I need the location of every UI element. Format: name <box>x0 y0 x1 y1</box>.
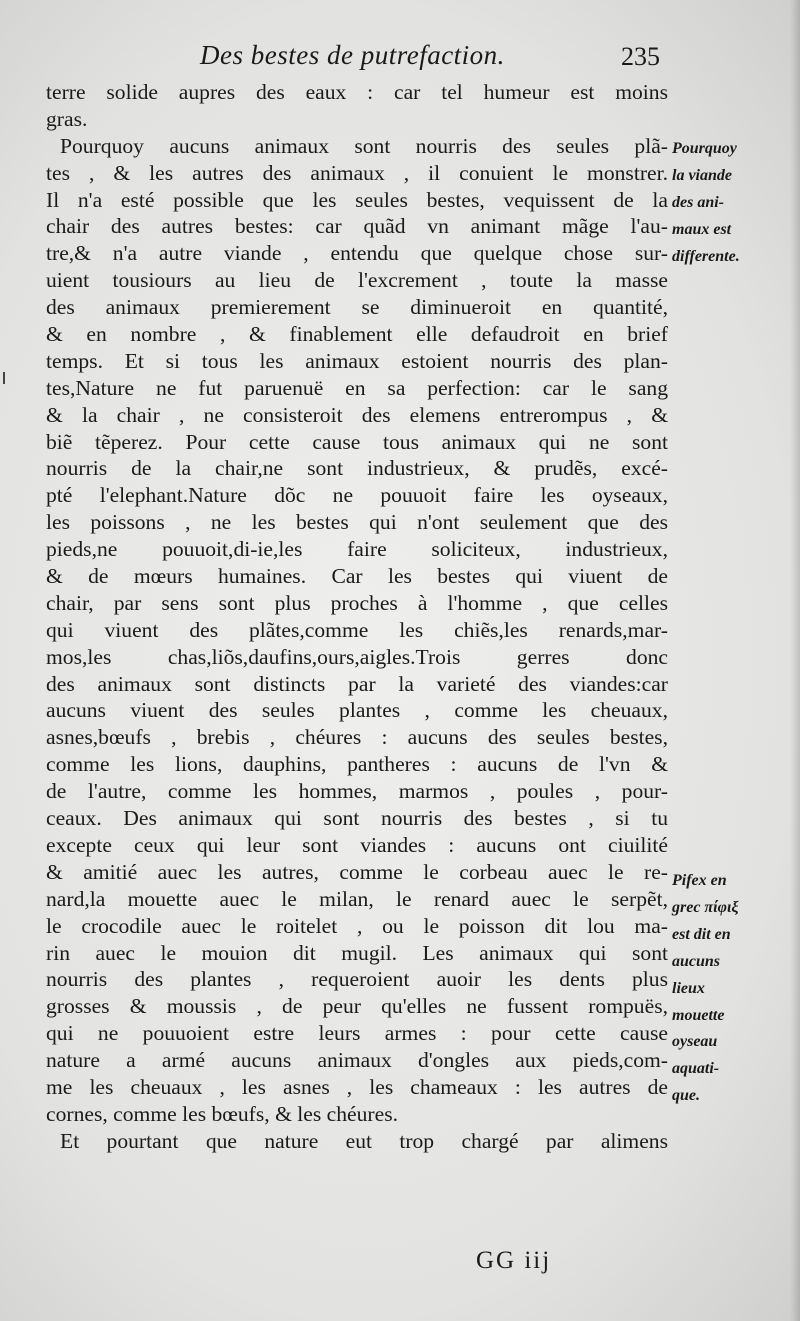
text-line: asnes,bœufs , brebis , chéures : aucuns des seules bestes, <box>46 725 668 750</box>
text-line: mos,les chas,liõs,daufins,ours,aigles.Trois gerres donc <box>46 644 668 669</box>
text-line: comme les lions, dauphins, pantheres : aucuns de l'vn & <box>46 752 668 777</box>
margin-note-line: est dit en <box>672 925 731 943</box>
text-line: Et pourtant que nature eut trop chargé par alimens <box>60 1128 668 1153</box>
margin-note-line: aquati- <box>672 1060 720 1078</box>
page-header <box>200 40 660 80</box>
text-line: nard,la mouette auec le milan, le renard auec le serpẽt, <box>46 886 668 911</box>
margin-mark <box>3 372 5 384</box>
margin-note-line: mouette <box>672 1006 725 1024</box>
text-line: des animaux sont distincts par la varieté des viandes:car <box>46 671 668 696</box>
text-line: qui viuent des plãtes,comme les chiẽs,les renards,mar- <box>46 617 668 642</box>
text-line: qui ne pouuoient estre leurs armes : pour cette cause <box>46 1021 668 1046</box>
text-line: des animaux premierement se diminueroit en quantité, <box>46 295 668 320</box>
margin-note-line: Pourquoy <box>672 140 737 157</box>
running-title: Des bestes de putrefaction. <box>200 40 505 70</box>
margin-note-line: Pifex en <box>672 872 727 889</box>
text-line: Il n'a esté possible que les seules bestes, vequissent de la <box>46 187 668 212</box>
margin-note-line: differente. <box>672 247 740 265</box>
signature-mark: GG iij <box>476 1247 552 1274</box>
text-line: & la chair , ne consisteroit des elemens entrerompus , & <box>46 402 668 427</box>
margin-note-line: grec πίφιξ <box>672 898 739 916</box>
text-line: le crocodile auec le roitelet , ou le poisson dit lou ma- <box>46 913 668 938</box>
margin-note-viande <box>672 136 792 271</box>
text-line: Pourquoy aucuns animaux sont nourris des seules plã- <box>60 133 668 158</box>
margin-note-line: aucuns <box>672 952 721 970</box>
text-line: les poissons , ne les bestes qui n'ont seulement que des <box>46 510 668 535</box>
text-line: aucuns viuent des seules plantes , comme les cheuaux, <box>46 698 668 723</box>
text-line: chair, par sens sont plus proches à l'homme , que celles <box>46 590 668 615</box>
margin-note-pifex <box>672 868 792 1110</box>
text-line: biẽ tẽperez. Pour cette cause tous animaux qui ne sont <box>46 429 668 454</box>
text-line: nature a armé aucuns animaux d'ongles aux pieds,com- <box>46 1048 668 1073</box>
text-line: & en nombre , & finablement elle defaudroit en brief <box>46 322 668 347</box>
margin-note-line: maux est <box>672 220 732 238</box>
text-line: chair des autres bestes: car quãd vn animant mãge l'au- <box>46 214 668 239</box>
text-line: & amitié auec les autres, comme le corbeau auec le re- <box>46 859 668 884</box>
margin-note-line: oyseau <box>672 1033 718 1051</box>
text-line: gras. <box>46 106 88 131</box>
text-line: grosses & moussis , de peur qu'elles ne fussent rompuës, <box>46 994 668 1019</box>
text-line: pieds,ne pouuoit,di-ie,les faire soliciteux, industrieux, <box>46 537 668 562</box>
text-line: & de mœurs humaines. Car les bestes qui viuent de <box>46 564 668 589</box>
page-number: 235 <box>621 42 660 71</box>
text-line: temps. Et si tous les animaux estoient nourris des plan- <box>46 348 668 373</box>
text-line: tre,& n'a autre viande , entendu que quelque chose sur- <box>46 241 668 266</box>
page-edge-shadow <box>790 0 800 1321</box>
text-line: nourris des plantes , requeroient auoir les dents plus <box>46 967 668 992</box>
text-line: rin auec le mouion dit mugil. Les animaux qui sont <box>46 940 668 965</box>
text-line: cornes, comme les bœufs, & les chéures. <box>46 1101 398 1126</box>
text-line: excepte ceux qui leur sont viandes : aucuns ont ciuilité <box>46 832 668 857</box>
margin-note-line: que. <box>672 1087 700 1105</box>
text-line: terre solide aupres des eaux : car tel humeur est moins <box>46 80 668 104</box>
text-line: me les cheuaux , les asnes , les chameaux : les autres de <box>46 1074 668 1099</box>
margin-note-line: lieux <box>672 979 705 997</box>
text-line: nourris de la chair,ne sont industrieux, & prudẽs, excé- <box>46 456 668 481</box>
text-line: uient tousiours au lieu de l'excrement , toute la masse <box>46 268 668 293</box>
text-line: tes , & les autres des animaux , il conuient le monstrer. <box>46 160 668 185</box>
text-line: ceaux. Des animaux qui sont nourris des bestes , si tu <box>46 806 668 831</box>
main-text-block <box>46 79 668 1155</box>
margin-note-line: des ani- <box>672 193 724 211</box>
text-line: tes,Nature ne fut paruenuë en sa perfection: car le sang <box>46 375 668 400</box>
margin-note-line: la viande <box>672 166 732 184</box>
text-line: pté l'elephant.Nature dõc ne pouuoit faire les oyseaux, <box>46 483 668 508</box>
text-line: de l'autre, comme les hommes, marmos , poules , pour- <box>46 779 668 804</box>
